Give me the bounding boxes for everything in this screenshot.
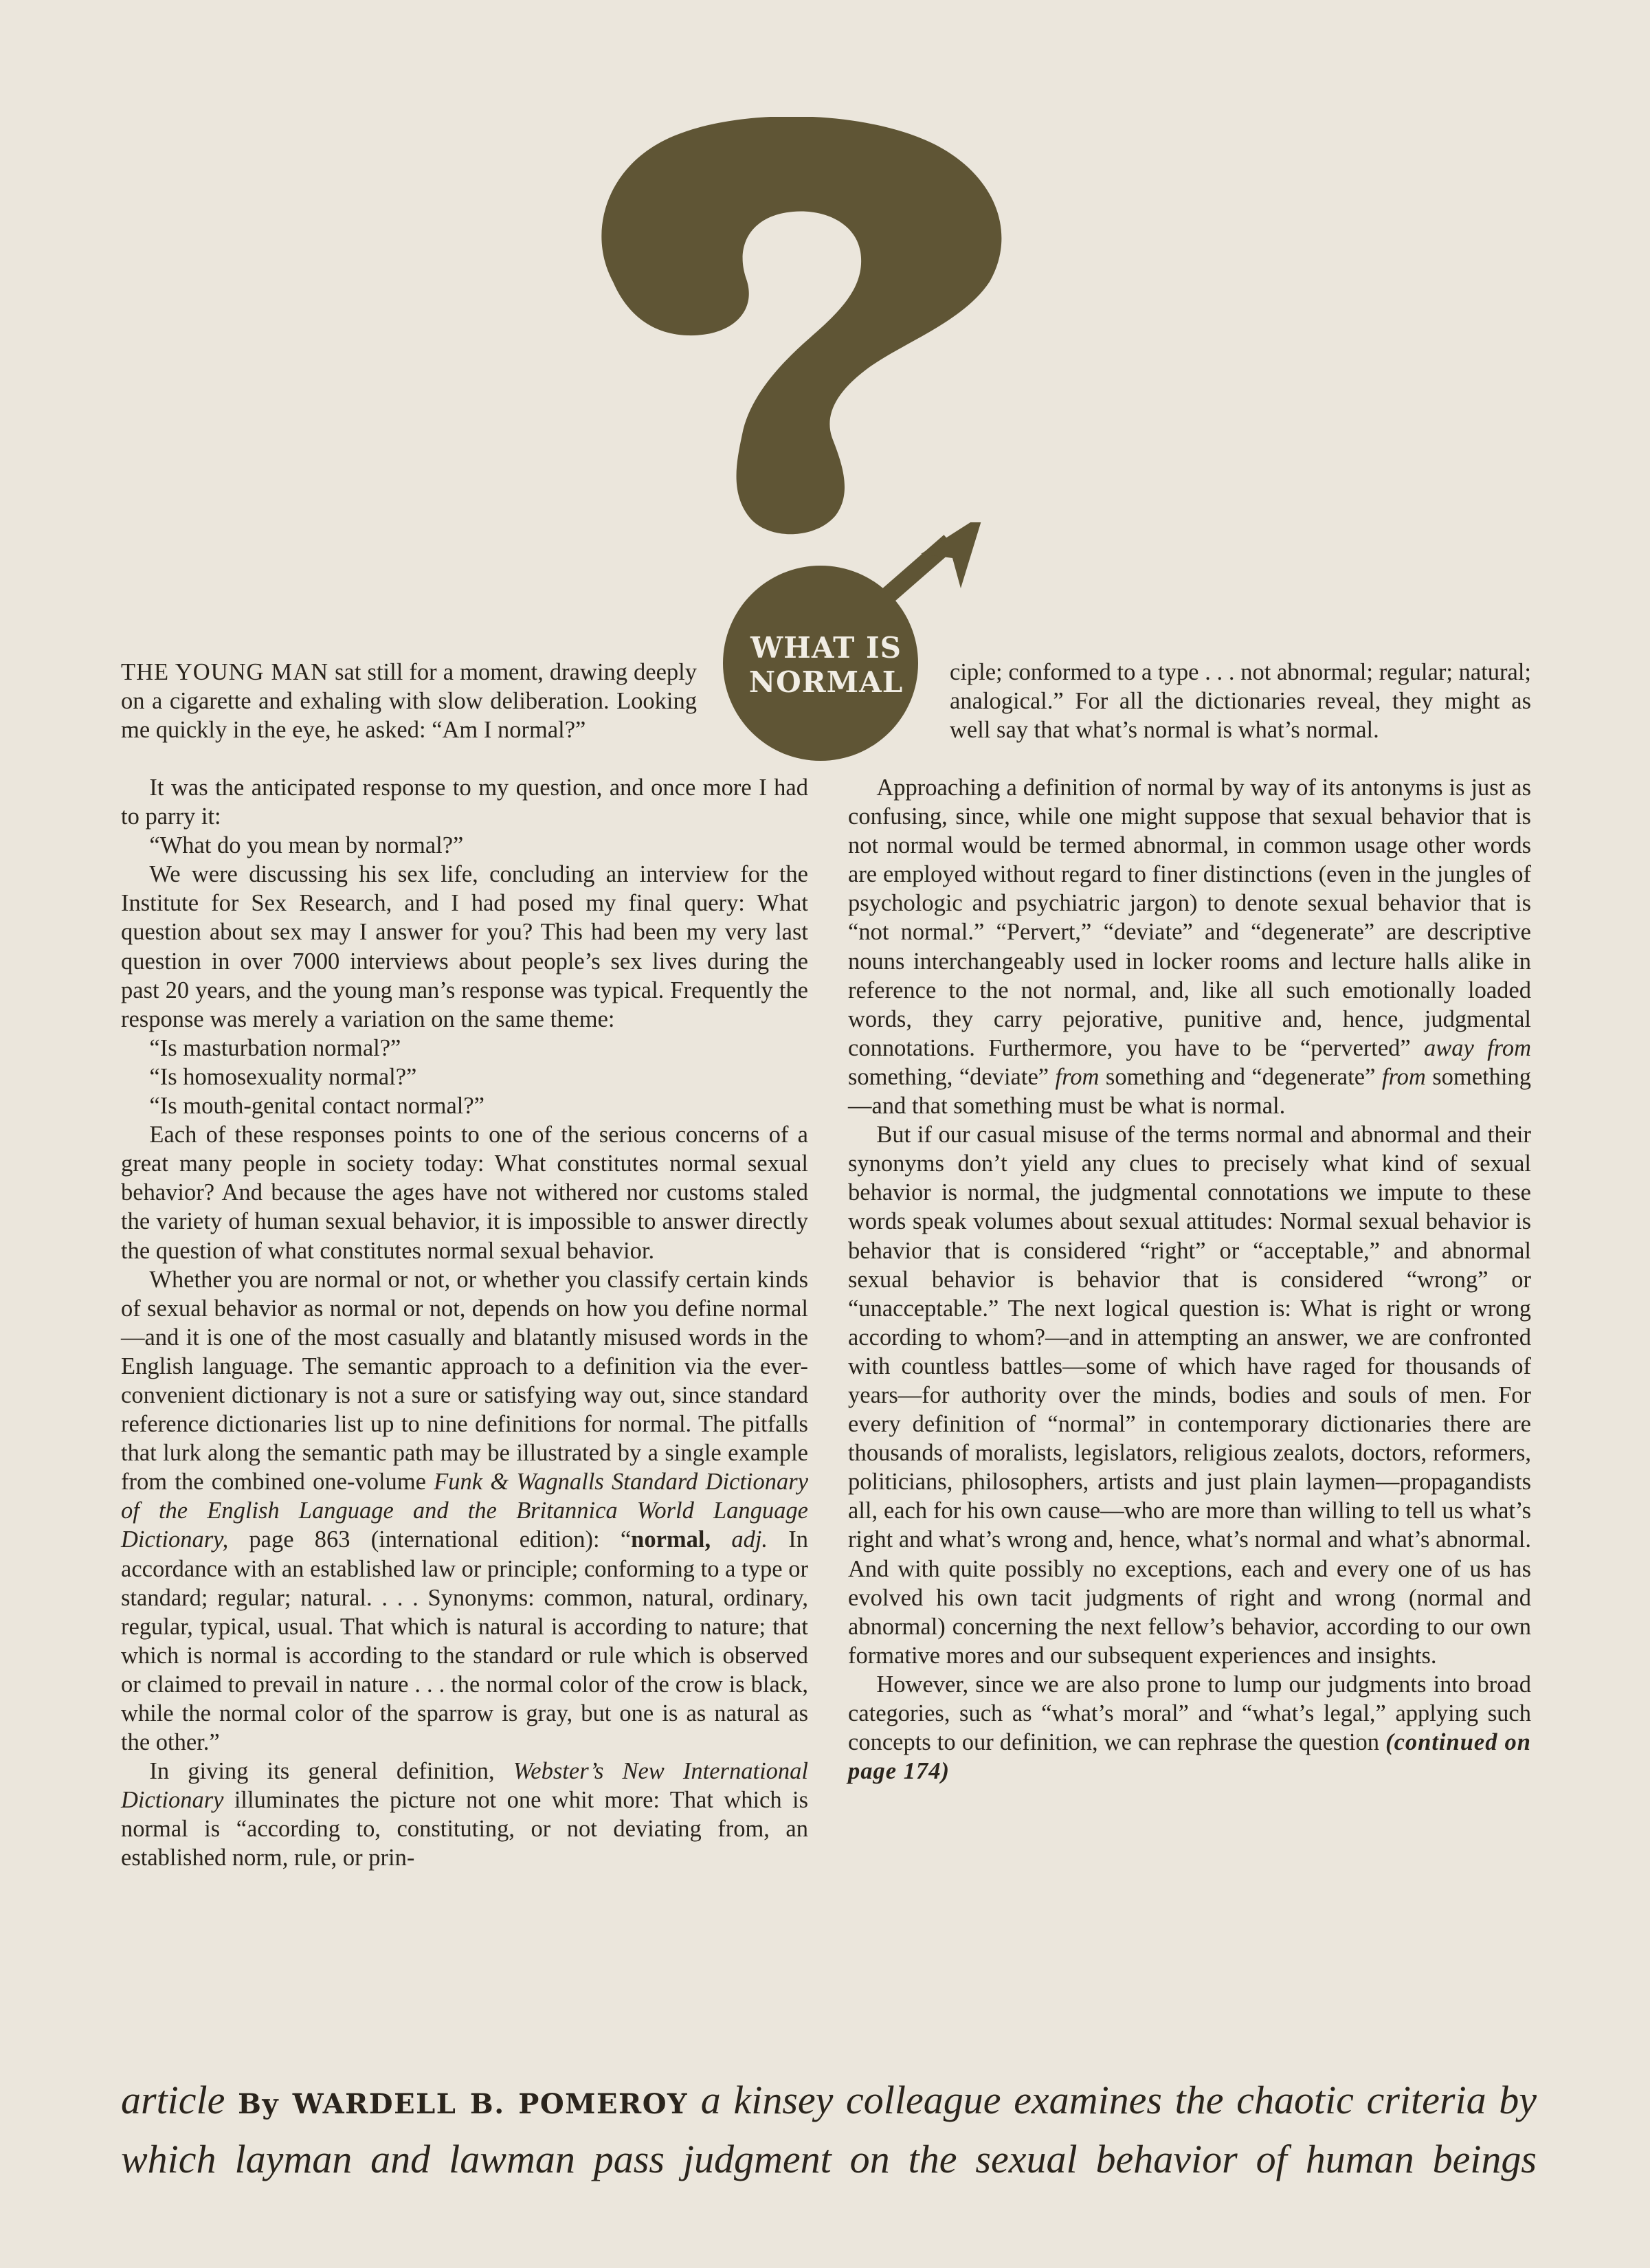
byline-subtitle: a kinsey colleague examines the chaotic criteria by which layman and lawman pass judgment on the sexual behavior of human beings [121,2078,1537,2181]
right-paragraph-1: ciple; conformed to a type . . . not abnormal; regular; natural; analogical.” For all the dictionaries reveal, they might as well say that what’s normal is what’s normal. [950,659,1531,744]
p7-text-a: In giving its general definition, [149,1758,513,1785]
p6-text-a: Whether you are normal or not, or whether you classify certain kinds of sexual behavior as normal or not, depends on how you define normal—and it is one of the most casually and blatantly misused words in the English language. The semantic approach to a definition via the ever-convenient dictionary is not a sure or satisfying way out, since standard reference dictionaries list up to nine definitions for normal. The pitfalls that lurk along the semantic path may be illustrated by a single example from the combined one-volume [121,1266,808,1496]
p6-text-c: In accordance with an established law or principle; conforming to a type or standard; regular; natural. . . . Synonyms: common, natural, ordinary, regular, typical, usual. That which is natural is according to nature; that which is normal is according to the standard or rule which is observed or claimed to prevail in nature . . . the normal color of the crow is black, while the normal color of the sparrow is gray, but one is as natural as the other.” [121,1526,808,1756]
question-1: “Is masturbation normal?” [149,1034,401,1061]
rp2-italic-3: from [1381,1063,1426,1090]
rp2-italic-1: away from [1424,1034,1531,1061]
byline-author: By WARDELL B. POMEROY [238,2088,689,2120]
right-paragraph-4 [848,1670,1531,1786]
p7-text-b: illuminates the picture not one whit more: That which is normal is “according to, constituting, or not deviating from, an established norm, rule, or prin- [121,1787,808,1871]
rp2-text-a: Approaching a definition of normal by way of its antonyms is just as confusing, since, while one might suppose that sexual behavior that is not normal would be termed abnormal, in common usage other words are employed without regard to finer distinctions (even in the jungles of psychologic and psychiatric jargon) to denote sexual behavior that is “not normal.” “Pervert,” “deviate” and “degenerate” are descriptive nouns interchangeably used in locker rooms and lecture halls alike in reference to the not normal, and, like all such emotionally loaded words, they carry pejorative, punitive and, hence, judgmental connotations. Furthermore, you have to be “perverted” [848,775,1531,1061]
byline [121,2073,1537,2187]
byline-tag: article [121,2078,225,2122]
paragraph-6 [121,1265,808,1757]
right-paragraph-3: But if our casual misuse of the terms normal and abnormal and their synonyms don’t yield any clues to precisely what kind of sexual behavior is normal, the judgmental connotations we impute to these words speak volumes about sexual attitudes: Normal sexual behavior is behavior that is considered “right” or “acceptable,” and abnormal sexual behavior is behavior that is considered “wrong” or “unacceptable.” The next logical question is: What is right or wrong according to whom?—and in attempting an answer, we are confronted with countless battles—some of which have raged for thousands of years—for authority over the minds, bodies and souls of men. For every definition of “normal” in contemporary dictionaries there are thousands of moralists, legislators, religious zealots, doctors, reformers, politicians, philosophers, artists and just plain laymen—propagandists all, each for his own cause—who are more than willing to tell us what’s right and what’s wrong and, hence, what’s normal and what’s abnormal. And with quite possibly no exceptions, each and every one of us has evolved his own tacit judgments of right and wrong (normal and abnormal) concerning the next fellow’s behavior, according to our own formative mores and our subsequent experiences and insights. [848,1122,1531,1669]
opening-paragraph [121,658,697,744]
rp2-italic-2: from [1055,1063,1100,1090]
rp4-text: However, since we are also prone to lump our judgments into broad categories, such as “what’s moral” and “what’s legal,” applying such concepts to our definition, we can rephrase the question [848,1671,1531,1756]
question-2: “Is homosexuality normal?” [149,1063,417,1090]
paragraph-4: We were discussing his sex life, concluding an interview for the Institute for Sex Research, and I had posed my final query: What question about sex may I answer for you? This had been my very last question in over 7000 interviews about people’s sex lives during the past 20 years, and the young man’s response was typical. Frequently the response was merely a variation on the same theme: [121,861,808,1032]
right-column [848,773,1531,1786]
rp2-text-c: something and “degenerate” [1099,1063,1382,1090]
p6-part-of-speech: adj. [711,1526,768,1553]
rp2-text-d: something—and that something must be what is normal. [848,1063,1532,1120]
paragraph-5: Each of these responses points to one of the serious concerns of a great many people in society today: What constitutes normal sexual behavior? And because the ages have not withered nor customs staled the variety of human sexual behavior, it is impossible to answer directly the question of what constitutes normal sexual behavior. [121,1122,808,1264]
opening-smallcaps: THE YOUNG MAN [121,659,329,685]
right-column-opening [950,658,1531,744]
right-paragraph-2 [848,773,1531,1120]
continued-note: (continued on page 174) [848,1729,1531,1785]
title-line-2: NORMAL [748,665,904,699]
opening-text: sat still for a moment, drawing deeply on a cigarette and exhaling with slow deliberation. Looking me quickly in the eye, he asked: “Am I normal?” [121,659,697,744]
question-mark-icon [577,117,1017,543]
left-column [121,773,808,1873]
paragraph-3: “What do you mean by normal?” [149,832,464,859]
title-line-1: WHAT IS [750,631,902,665]
paragraph-2: It was the anticipated response to my question, and once more I had to parry it: [121,775,808,830]
p6-text-b: page 863 (international edition): “ [228,1526,632,1553]
p6-headword: normal, [631,1526,711,1553]
question-3: “Is mouth-genital contact normal?” [149,1093,484,1120]
p7-book-title: Webster’s New International Dictionary [121,1758,808,1814]
article-title [737,631,915,700]
p6-book-title: Funk & Wagnalls Standard Dictionary of the English Language and the Britannica World Language Dictionary, [121,1469,809,1553]
paragraph-7 [121,1757,808,1872]
rp2-text-b: something, “deviate” [848,1063,1056,1090]
left-column-opening [121,658,697,744]
